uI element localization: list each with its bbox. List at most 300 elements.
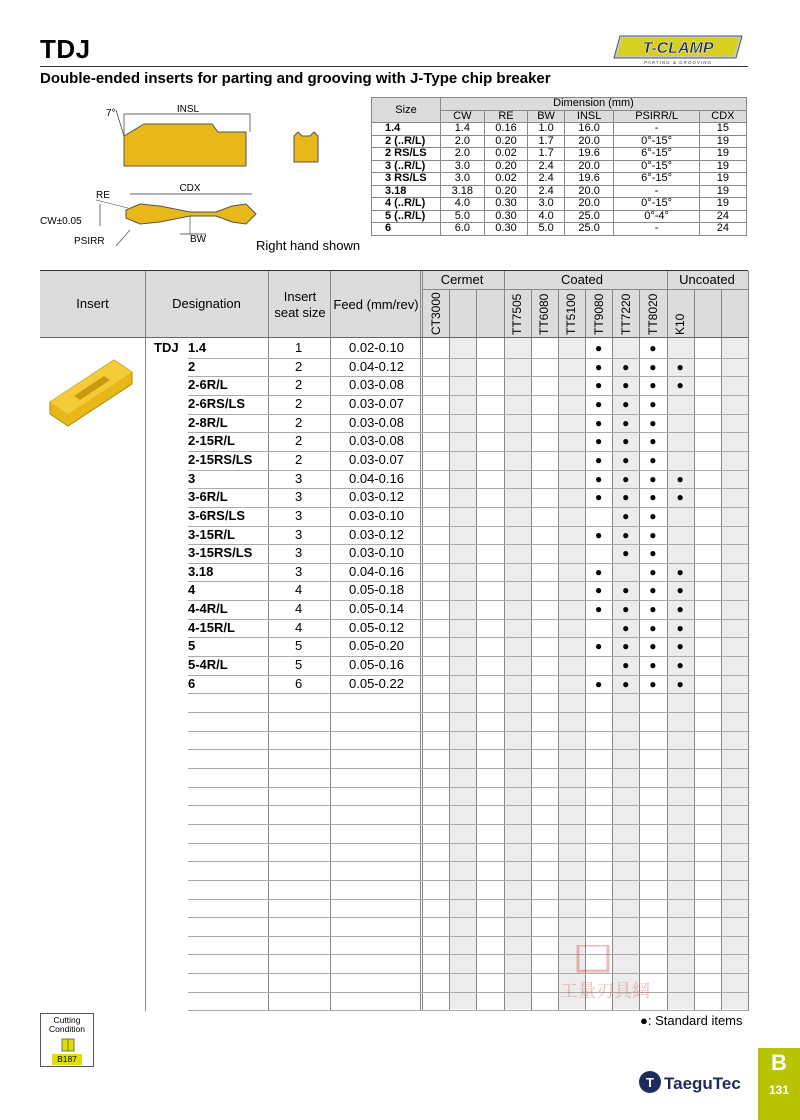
dimension-value-cell: 3.0 — [528, 198, 564, 211]
header-bottom-rule — [40, 337, 748, 338]
standard-item-dot: ● — [649, 378, 657, 393]
dimension-value-cell: 19.6 — [564, 148, 614, 161]
dimension-value-cell: 5.0 — [528, 223, 564, 236]
designation-cell: 3-15RS/LS — [188, 545, 253, 561]
column-divider — [449, 289, 450, 1011]
svg-text:RE: RE — [96, 190, 110, 201]
column-stripe — [721, 337, 748, 1009]
page-title: TDJ — [40, 34, 91, 64]
standard-item-dot: ● — [676, 602, 684, 617]
designation-cell: 2-6R/L — [188, 377, 228, 393]
designation-column-header: Designation — [172, 296, 241, 311]
standard-item-dot: ● — [649, 434, 657, 449]
page-number: 131 — [768, 1083, 790, 1097]
dimension-value-cell: 0.30 — [484, 198, 528, 211]
row-divider — [188, 395, 748, 396]
feed-cell: 0.05-0.18 — [349, 582, 404, 598]
seat-size-cell: 4 — [295, 619, 303, 635]
standard-item-dot: ● — [649, 527, 657, 542]
seat-size-cell: 4 — [295, 582, 303, 598]
dimension-column-header: PSIRR/L — [614, 110, 699, 123]
seat-size-cell: 1 — [295, 340, 303, 355]
standard-item-dot: ● — [622, 546, 630, 561]
designation-cell: 5 — [188, 638, 196, 654]
dimension-value-cell: 6°-15° — [614, 173, 699, 186]
size-cell: 2 (..R/L) — [372, 135, 441, 148]
row-divider — [188, 749, 748, 750]
feed-cell: 0.05-0.20 — [349, 638, 404, 654]
column-stripe — [504, 337, 531, 1009]
size-header: Size — [372, 98, 441, 123]
standard-item-dot: ● — [676, 378, 684, 393]
dimension-column-header: INSL — [564, 110, 614, 123]
row-divider — [188, 899, 748, 900]
dimension-value-cell: 19.6 — [564, 173, 614, 186]
row-divider — [188, 526, 748, 527]
feed-cell: 0.03-0.12 — [349, 526, 404, 542]
main-table-grid — [40, 271, 748, 1011]
designation-cell: 3-6R/L — [188, 489, 228, 505]
designation-cell: 2 — [188, 358, 196, 374]
feed-cell: 0.05-0.16 — [349, 657, 404, 673]
seat-size-cell: 3 — [295, 563, 303, 579]
standard-item-dot: ● — [622, 471, 630, 486]
standard-item-dot: ● — [594, 415, 603, 430]
dimension-value-cell: 19 — [699, 198, 746, 211]
feed-cell: 0.04-0.16 — [349, 470, 404, 486]
standard-item-dot: ● — [649, 564, 657, 579]
standard-item-dot: ● — [649, 415, 657, 430]
dimension-value-cell: 20.0 — [564, 160, 614, 173]
column-divider — [558, 289, 559, 1011]
svg-text:CDX: CDX — [179, 183, 201, 194]
designation-prefix: TDJ — [154, 340, 179, 355]
row-divider — [188, 544, 748, 545]
standard-item-dot: ● — [622, 490, 630, 505]
cutting-condition-page-ref[interactable]: B187 — [52, 1054, 82, 1065]
standard-items-legend: ●: Standard items — [640, 1013, 743, 1028]
dimension-value-cell: 0°-4° — [614, 210, 699, 223]
row-divider — [188, 731, 748, 732]
dimension-value-cell: 0.30 — [484, 210, 528, 223]
seat-size-cell: 3 — [295, 489, 303, 505]
seat-size-cell: 3 — [295, 526, 303, 542]
dimension-value-cell: 0°-15° — [614, 160, 699, 173]
feed-cell: 0.03-0.08 — [349, 414, 404, 430]
grade-header: TT9080 — [591, 293, 606, 335]
dimension-value-cell: 19 — [699, 160, 746, 173]
column-stripe — [558, 337, 585, 1009]
dimension-value-cell: 0.30 — [484, 223, 528, 236]
svg-text:INSL: INSL — [176, 104, 200, 115]
dimension-value-cell: 1.0 — [528, 123, 564, 136]
standard-item-dot: ● — [622, 359, 630, 374]
feed-cell: 0.03-0.08 — [349, 433, 404, 449]
size-cell: 6 — [372, 223, 441, 236]
row-divider — [188, 507, 748, 508]
watermark-logo — [520, 945, 690, 1015]
title-divider — [40, 66, 748, 67]
standard-item-dot: ● — [594, 341, 603, 355]
designation-cell: 4-15R/L — [188, 619, 235, 635]
dimension-column-header: CDX — [699, 110, 746, 123]
column-divider — [585, 289, 586, 1011]
standard-item-dot: ● — [622, 415, 630, 430]
feed-cell: 0.03-0.10 — [349, 507, 404, 523]
dimension-value-cell: 25.0 — [564, 210, 614, 223]
feed-cell: 0.04-0.12 — [349, 358, 404, 374]
size-cell: 4 (..R/L) — [372, 198, 441, 211]
row-divider — [188, 581, 748, 582]
designation-cell: 5-4R/L — [188, 657, 228, 673]
insert-column-header: Insert — [76, 296, 109, 311]
designation-cell: 2-15RS/LS — [188, 451, 253, 467]
standard-item-dot: ● — [622, 620, 630, 635]
row-divider — [188, 843, 748, 844]
dimension-value-cell: 1.7 — [528, 135, 564, 148]
feed-cell: 0.05-0.22 — [349, 675, 404, 691]
feed-cell: 0.03-0.10 — [349, 545, 404, 561]
column-divider — [748, 271, 749, 1011]
designation-cell: 6 — [188, 675, 196, 691]
dimension-value-cell: 20.0 — [564, 185, 614, 198]
seat-size-cell: 2 — [295, 414, 303, 430]
standard-item-dot: ● — [649, 546, 657, 561]
group-header-divider — [422, 289, 748, 290]
standard-item-dot: ● — [649, 602, 657, 617]
dimension-value-cell: 0.20 — [484, 135, 528, 148]
standard-item-dot: ● — [649, 359, 657, 374]
logo-tagline: PARTING & GROOVING — [644, 60, 712, 65]
designation-cell: 2-15R/L — [188, 433, 235, 449]
designation-cell: 4-4R/L — [188, 601, 228, 617]
standard-item-dot: ● — [676, 490, 684, 505]
column-divider — [422, 271, 423, 1011]
dimension-value-cell: 2.4 — [528, 185, 564, 198]
dimension-value-cell: 24 — [699, 223, 746, 236]
dimension-value-cell: 20.0 — [564, 198, 614, 211]
dimension-value-cell: 0°-15° — [614, 135, 699, 148]
side-view-drawing — [106, 104, 250, 166]
row-divider — [188, 861, 748, 862]
dimension-value-cell: 6°-15° — [614, 148, 699, 161]
size-cell: 3 RS/LS — [372, 173, 441, 186]
dimension-value-cell: 0.02 — [484, 148, 528, 161]
standard-item-dot: ● — [594, 434, 603, 449]
feed-cell: 0.04-0.16 — [349, 563, 404, 579]
row-divider — [188, 675, 748, 676]
row-divider — [188, 619, 748, 620]
grade-header: TT6080 — [537, 293, 552, 335]
column-divider — [639, 289, 640, 1011]
dimension-value-cell: 6.0 — [441, 223, 485, 236]
designation-cell: 3-6RS/LS — [188, 507, 246, 523]
dimension-value-cell: 0.16 — [484, 123, 528, 136]
standard-item-dot: ● — [676, 658, 684, 673]
standard-item-dot: ● — [649, 490, 657, 505]
column-divider — [420, 271, 421, 1011]
top-view-drawing — [40, 183, 256, 247]
designation-cell: 3 — [188, 470, 196, 486]
standard-item-dot: ● — [649, 341, 657, 355]
row-divider — [188, 451, 748, 452]
standard-item-dot: ● — [676, 620, 684, 635]
size-cell: 3 (..R/L) — [372, 160, 441, 173]
row-divider — [188, 376, 748, 377]
dimension-value-cell: 0.20 — [484, 160, 528, 173]
seat-size-cell: 2 — [295, 451, 303, 467]
dimension-value-cell: 19 — [699, 148, 746, 161]
seat-size-cell: 3 — [295, 507, 303, 523]
standard-item-dot: ● — [594, 471, 603, 486]
row-divider — [188, 656, 748, 657]
svg-text:7°: 7° — [106, 108, 116, 119]
dimension-column-header: CW — [441, 110, 485, 123]
standard-item-dot: ● — [649, 639, 657, 654]
uncoated-group-header: Uncoated — [679, 272, 735, 287]
standard-item-dot: ● — [594, 378, 603, 393]
grade-header: CT3000 — [428, 292, 443, 335]
column-divider — [476, 289, 477, 1011]
insert-drawing — [40, 96, 370, 256]
coated-group-header: Coated — [561, 272, 603, 287]
dimension-value-cell: 24 — [699, 210, 746, 223]
standard-item-dot: ● — [594, 527, 603, 542]
standard-item-dot: ● — [622, 452, 630, 467]
dimension-value-cell: 4.0 — [441, 198, 485, 211]
seat-size-cell: 3 — [295, 470, 303, 486]
grade-header: TT7505 — [510, 293, 525, 335]
column-divider — [612, 289, 613, 1011]
standard-item-dot: ● — [594, 396, 603, 411]
dimension-row — [372, 198, 747, 211]
standard-item-dot: ● — [594, 583, 603, 598]
size-cell: 3.18 — [372, 185, 441, 198]
standard-item-dot: ● — [594, 676, 603, 691]
designation-cell: 2-6RS/LS — [188, 395, 246, 411]
row-divider — [188, 488, 748, 489]
dimension-value-cell: 2.0 — [441, 148, 485, 161]
dimension-column-header: RE — [484, 110, 528, 123]
row-divider — [188, 414, 748, 415]
seat-size-column-header: Insert seat size — [274, 289, 326, 320]
svg-text:PSIRR: PSIRR — [74, 236, 105, 247]
dimension-value-cell: 1.4 — [441, 123, 485, 136]
standard-item-dot: ● — [622, 434, 630, 449]
dimension-table — [371, 97, 747, 236]
standard-item-dot: ● — [649, 508, 657, 523]
column-divider — [330, 271, 331, 1011]
row-divider — [188, 470, 748, 471]
dimension-value-cell: 16.0 — [564, 123, 614, 136]
cutting-condition-label: Cutting Condition — [49, 1015, 85, 1034]
size-cell: 5 (..R/L) — [372, 210, 441, 223]
feed-cell: 0.03-0.08 — [349, 377, 404, 393]
seat-size-cell: 2 — [295, 433, 303, 449]
grade-header: K10 — [673, 313, 688, 335]
standard-item-dot: ● — [676, 583, 684, 598]
dimension-value-cell: - — [614, 185, 699, 198]
dimension-value-cell: 3.18 — [441, 185, 485, 198]
feed-cell: 0.03-0.12 — [349, 489, 404, 505]
size-cell: 2 RS/LS — [372, 148, 441, 161]
seat-size-cell: 2 — [295, 358, 303, 374]
seat-size-cell: 5 — [295, 657, 303, 673]
column-divider — [531, 289, 532, 1011]
section-letter: B — [771, 1050, 787, 1075]
seat-size-cell: 2 — [295, 377, 303, 393]
dimension-value-cell: 20.0 — [564, 135, 614, 148]
standard-item-dot: ● — [622, 639, 630, 654]
seat-size-cell: 6 — [295, 675, 303, 691]
designation-cell: 4 — [188, 582, 196, 598]
dimension-value-cell: 19 — [699, 185, 746, 198]
dimension-value-cell: 0.02 — [484, 173, 528, 186]
cermet-group-header: Cermet — [440, 272, 484, 287]
column-divider — [721, 289, 722, 1011]
book-icon — [60, 1037, 76, 1053]
dimension-value-cell: 3.0 — [441, 160, 485, 173]
standard-item-dot: ● — [649, 471, 657, 486]
dimension-value-cell: 15 — [699, 123, 746, 136]
dimension-value-cell: 0°-15° — [614, 198, 699, 211]
standard-item-dot: ● — [622, 583, 630, 598]
row-divider — [188, 824, 748, 825]
standard-item-dot: ● — [676, 359, 684, 374]
standard-item-dot: ● — [649, 583, 657, 598]
dimension-group-header: Dimension (mm) — [441, 98, 747, 111]
row-divider — [188, 880, 748, 881]
dimension-row — [372, 148, 747, 161]
standard-item-dot: ● — [594, 639, 603, 654]
row-divider — [188, 768, 748, 769]
standard-item-dot: ● — [594, 452, 603, 467]
dimension-value-cell: 3.0 — [441, 173, 485, 186]
column-divider — [504, 271, 505, 1011]
page-subtitle: Double-ended inserts for parting and grooving with J-Type chip breaker — [40, 70, 551, 87]
seat-size-cell: 4 — [295, 601, 303, 617]
column-divider — [145, 271, 146, 1011]
grade-header: TT7220 — [618, 293, 633, 335]
column-divider — [694, 289, 695, 1011]
t-clamp-logo — [612, 32, 744, 62]
dimension-row — [372, 135, 747, 148]
end-view-drawing — [294, 132, 318, 162]
row-divider — [188, 712, 748, 713]
standard-item-dot: ● — [649, 676, 657, 691]
row-divider — [188, 693, 748, 694]
standard-item-dot: ● — [622, 658, 630, 673]
svg-text:T: T — [646, 1075, 654, 1090]
designation-cell: 2-8R/L — [188, 414, 228, 430]
row-divider — [188, 432, 748, 433]
standard-item-dot: ● — [594, 490, 603, 505]
svg-text:工量刃具網: 工量刃具網 — [560, 981, 650, 1002]
size-cell: 1.4 — [372, 123, 441, 136]
seat-size-cell: 5 — [295, 638, 303, 654]
standard-item-dot: ● — [622, 378, 630, 393]
feed-cell: 0.03-0.07 — [349, 451, 404, 467]
svg-text:BW: BW — [190, 234, 207, 245]
standard-item-dot: ● — [622, 602, 630, 617]
row-divider — [188, 805, 748, 806]
column-divider — [667, 271, 668, 1011]
standard-item-dot: ● — [622, 396, 630, 411]
dimension-value-cell: 2.4 — [528, 173, 564, 186]
grade-header: TT5100 — [564, 293, 579, 335]
svg-text:T-CLAMP: T-CLAMP — [642, 40, 714, 57]
insert-photo — [44, 352, 138, 430]
right-hand-note: Right hand shown — [256, 238, 361, 253]
standard-item-dot: ● — [594, 564, 603, 579]
dimension-value-cell: 2.0 — [441, 135, 485, 148]
standard-item-dot: ● — [622, 508, 630, 523]
dimension-row — [372, 210, 747, 223]
dimension-column-header: BW — [528, 110, 564, 123]
feed-cell: 0.02-0.10 — [349, 340, 404, 355]
row-divider — [188, 787, 748, 788]
dimension-value-cell: 4.0 — [528, 210, 564, 223]
standard-item-dot: ● — [676, 676, 684, 691]
dimension-row — [372, 123, 747, 136]
brand-name: TaeguTec — [664, 1074, 741, 1093]
dimension-value-cell: - — [614, 123, 699, 136]
grade-header: TT8020 — [645, 293, 660, 335]
standard-item-dot: ● — [676, 564, 684, 579]
dimension-value-cell: 1.7 — [528, 148, 564, 161]
standard-item-dot: ● — [594, 602, 603, 617]
feed-cell: 0.03-0.07 — [349, 395, 404, 411]
designation-cell: 3-15R/L — [188, 526, 235, 542]
column-stripe — [449, 337, 476, 1009]
row-divider — [188, 917, 748, 918]
feed-cell: 0.05-0.12 — [349, 619, 404, 635]
standard-item-dot: ● — [649, 658, 657, 673]
dimension-value-cell: 25.0 — [564, 223, 614, 236]
standard-item-dot: ● — [649, 620, 657, 635]
seat-size-cell: 2 — [295, 395, 303, 411]
dimension-row — [372, 185, 747, 198]
standard-item-dot: ● — [622, 676, 630, 691]
standard-item-dot: ● — [649, 396, 657, 411]
row-divider — [188, 637, 748, 638]
dimension-value-cell: 19 — [699, 135, 746, 148]
designation-cell: 1.4 — [188, 340, 207, 355]
standard-item-dot: ● — [676, 471, 684, 486]
row-divider — [188, 600, 748, 601]
feed-column-header: Feed (mm/rev) — [333, 297, 419, 312]
designation-cell: 3.18 — [188, 563, 214, 579]
row-divider — [188, 563, 748, 564]
dimension-row — [372, 173, 747, 186]
dimension-value-cell: 0.20 — [484, 185, 528, 198]
taegutec-logo-icon — [638, 1070, 662, 1094]
dimension-row — [372, 160, 747, 173]
dimension-value-cell: 5.0 — [441, 210, 485, 223]
dimension-value-cell: - — [614, 223, 699, 236]
row-divider — [188, 936, 748, 937]
standard-item-dot: ● — [622, 527, 630, 542]
feed-cell: 0.05-0.14 — [349, 601, 404, 617]
column-divider — [268, 271, 269, 1011]
standard-item-dot: ● — [649, 452, 657, 467]
seat-size-cell: 3 — [295, 545, 303, 561]
svg-text:CW±0.05: CW±0.05 — [40, 216, 82, 227]
standard-item-dot: ● — [594, 359, 603, 374]
standard-item-dot: ● — [676, 639, 684, 654]
dimension-value-cell: 19 — [699, 173, 746, 186]
dimension-row — [372, 223, 747, 236]
